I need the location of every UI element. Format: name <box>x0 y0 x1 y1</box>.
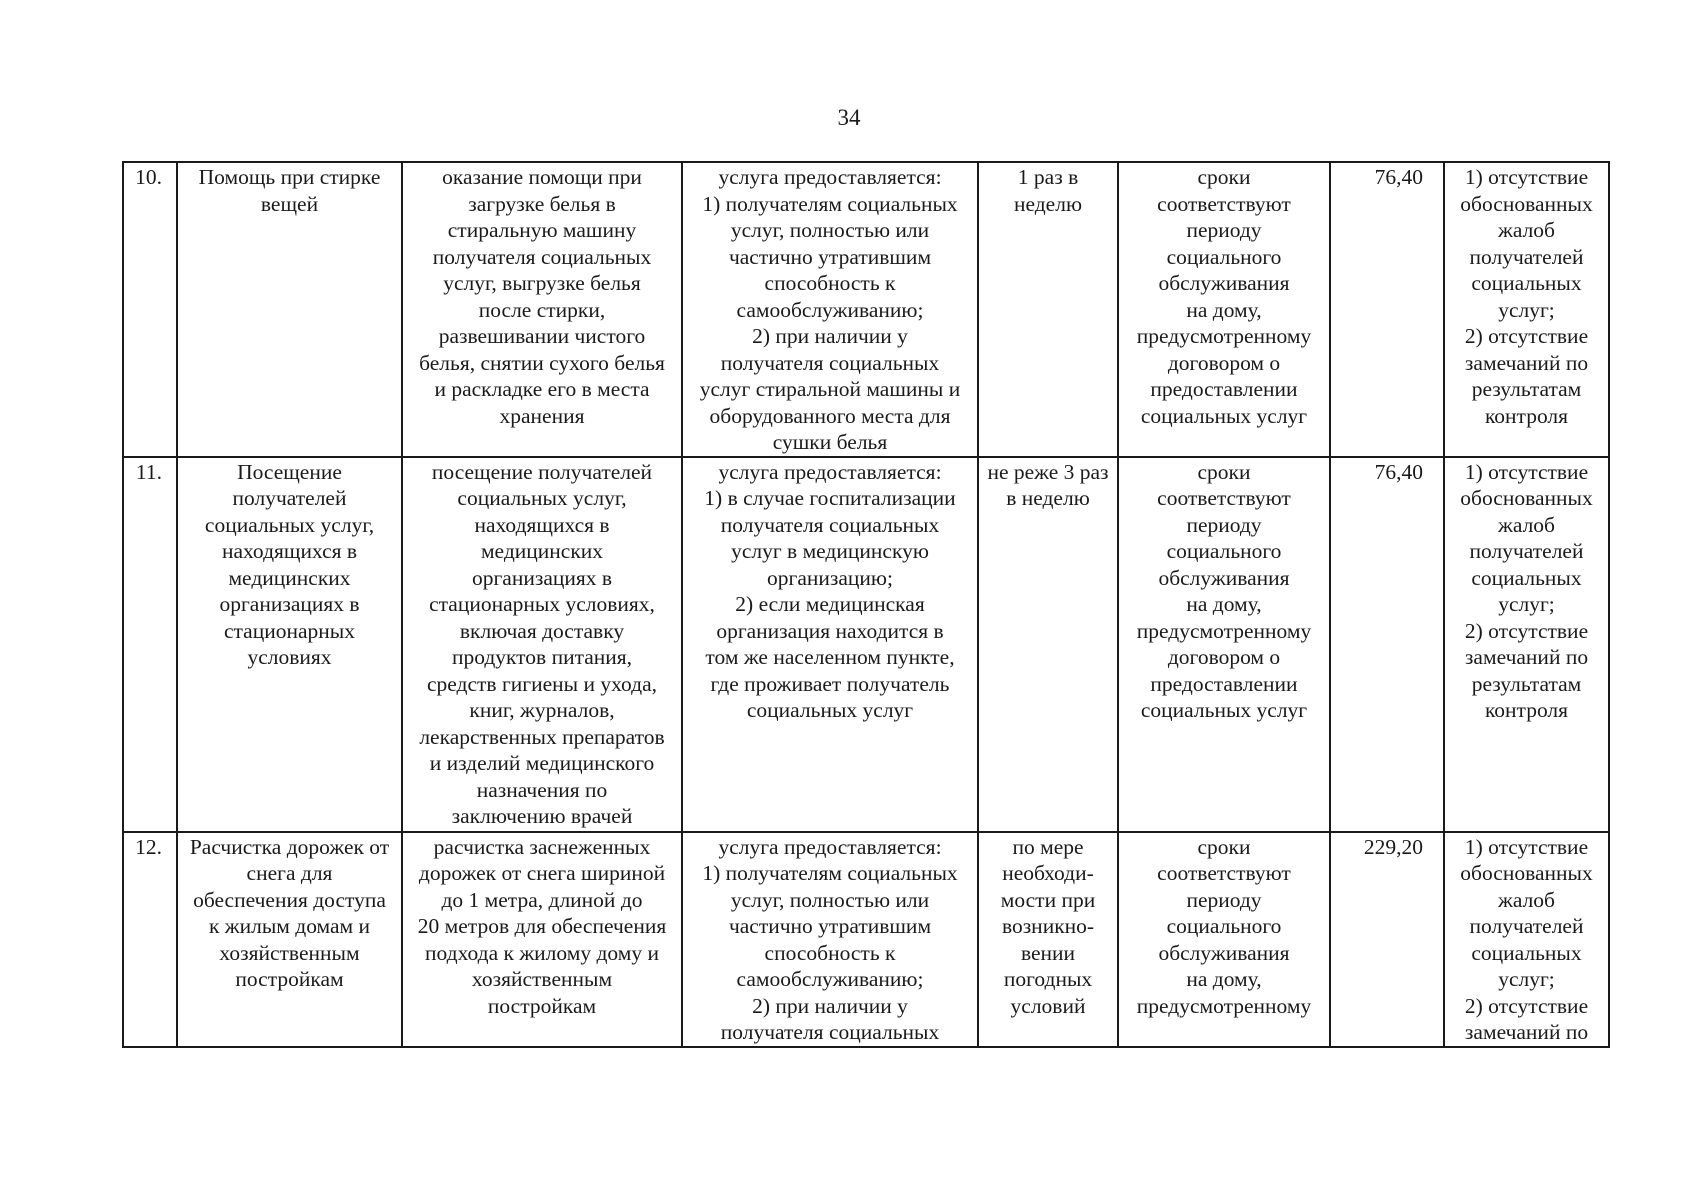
cell-text-line: жалоб <box>1497 512 1555 537</box>
service-quality-cell <box>1444 457 1609 832</box>
cell-text-line: предусмотренному <box>1136 993 1312 1018</box>
cell-text-line: обслуживания <box>1158 565 1290 590</box>
cell-text-line: организация находится в <box>716 618 944 643</box>
service-description-cell <box>402 162 682 457</box>
cell-text-line: способность к <box>764 940 896 965</box>
cell-text-line: в неделю <box>1006 486 1090 510</box>
cell-text-line: 20 метров для обеспечения <box>417 914 667 938</box>
cell-text-line: после стирки, <box>478 297 606 322</box>
cell-text-line: 2) отсутствие <box>1464 324 1589 348</box>
cell-text-line: мости при <box>1000 887 1096 912</box>
cell-text-line: снега для <box>246 861 333 885</box>
service-terms-cell <box>1118 162 1330 457</box>
cell-text-line: социальных <box>1471 565 1582 590</box>
services-table <box>122 161 1610 1048</box>
cell-text-line: 2) если медицинская <box>735 592 925 616</box>
cell-text-line: 1) отсутствие <box>1464 459 1589 484</box>
cell-text-line: социальных <box>1471 271 1582 295</box>
cell-text-line: обоснованных <box>1460 861 1593 885</box>
cell-text-line: вении <box>1020 940 1076 965</box>
row-number-cell: 10. <box>123 162 177 457</box>
service-name-cell <box>177 162 402 457</box>
cell-text-line: медицинских <box>480 539 604 563</box>
cell-text-line: замечаний по <box>1464 645 1589 669</box>
cell-text-line: обоснованных <box>1460 486 1593 510</box>
cell-text-line: на дому, <box>1186 967 1262 991</box>
cell-text-line: получателей <box>1469 914 1584 938</box>
cell-text-line: средств гигиены и ухода, <box>426 671 658 696</box>
cell-text-line: книг, журналов, <box>469 698 615 722</box>
cell-text-line: соответствуют <box>1157 861 1291 885</box>
cell-text-line: самообслуживанию; <box>736 297 924 322</box>
cell-text-line: сроки <box>1197 834 1251 859</box>
cell-text-line: социального <box>1166 539 1282 563</box>
cell-text-line: 1) получателям социальных <box>702 861 958 885</box>
cell-text-line: сушки белья <box>772 430 888 454</box>
cell-text-line: социальных услуг, <box>457 486 627 510</box>
cell-text-line: дорожек от снега шириной <box>418 861 666 885</box>
cell-text-line: обслуживания <box>1158 271 1290 295</box>
service-quality-cell <box>1444 162 1609 457</box>
cell-text-line: жалоб <box>1497 218 1555 242</box>
cell-text-line: социального <box>1166 244 1282 269</box>
cell-text-line: организациях в <box>219 592 360 616</box>
service-quality-cell <box>1444 832 1609 1047</box>
cell-text-line: социальных услуг <box>1140 698 1308 722</box>
cell-text-line: находящихся в <box>474 512 610 537</box>
cell-text-line: периоду <box>1186 218 1262 242</box>
cell-text-line: неделю <box>1013 191 1083 216</box>
row-number-cell: 11. <box>123 457 177 832</box>
cell-text-line: лекарственных препаратов <box>419 724 665 749</box>
cell-text-line: услуг стиральной машины и <box>699 377 961 401</box>
cell-text-line: вещей <box>260 191 319 216</box>
cell-text-line: получателя социальных <box>720 1020 940 1044</box>
cell-text-line: контроля <box>1484 403 1569 428</box>
cell-text-line: периоду <box>1186 512 1262 537</box>
cell-text-line: контроля <box>1484 698 1569 722</box>
service-price-cell: 76,40 <box>1330 457 1444 832</box>
cell-text-line: договором о <box>1167 645 1281 669</box>
cell-text-line: том же населенном пункте, <box>705 645 955 669</box>
cell-text-line: частично утратившим <box>728 914 932 938</box>
cell-text-line: социальных услуг, <box>204 512 375 537</box>
cell-text-line: белья, снятии сухого белья <box>419 350 665 375</box>
cell-text-line: заключению врачей <box>451 804 633 828</box>
cell-text-line: социальных <box>1471 940 1582 965</box>
cell-text-line: 1) отсутствие <box>1464 834 1589 859</box>
cell-text-line: организацию; <box>767 565 893 590</box>
cell-text-line: 2) при наличии у <box>752 324 908 348</box>
cell-text-line: услуга предоставляется: <box>718 834 942 859</box>
service-terms-cell <box>1118 457 1330 832</box>
service-conditions-cell <box>682 832 978 1047</box>
service-price-cell: 229,20 <box>1330 832 1444 1047</box>
cell-text-line: подхода к жилому дому и <box>425 940 659 965</box>
cell-text-line: предусмотренному <box>1136 324 1312 348</box>
cell-text-line: обслуживания <box>1158 940 1290 965</box>
cell-text-line: предусмотренному <box>1136 618 1312 643</box>
cell-text-line: стационарных условиях, <box>429 592 655 616</box>
cell-text-line: социальных услуг <box>1140 403 1308 428</box>
cell-text-line: услуг, выгрузке белья <box>443 271 641 295</box>
cell-text-line: постройкам <box>235 967 344 991</box>
cell-text-line: соответствуют <box>1157 486 1291 510</box>
cell-text-line: получателя социальных <box>720 350 940 375</box>
cell-text-line: 1) в случае госпитализации <box>704 486 956 510</box>
cell-text-line: сроки <box>1197 459 1251 484</box>
service-conditions-cell <box>682 457 978 832</box>
cell-text-line: обеспечения доступа <box>193 887 386 912</box>
service-frequency-cell <box>978 457 1118 832</box>
service-price-cell: 76,40 <box>1330 162 1444 457</box>
cell-text-line: условий <box>1010 993 1086 1018</box>
cell-text-line: возникно- <box>1001 914 1095 938</box>
cell-text-line: на дому, <box>1186 297 1262 322</box>
cell-text-line: периоду <box>1186 887 1262 912</box>
cell-text-line: результатам <box>1471 377 1582 401</box>
cell-text-line: услуга предоставляется: <box>718 459 942 484</box>
service-frequency-cell <box>978 162 1118 457</box>
cell-text-line: посещение получателей <box>431 459 653 484</box>
cell-text-line: 2) отсутствие <box>1464 618 1589 643</box>
cell-text-line: Посещение <box>237 459 342 484</box>
cell-text-line: замечаний по <box>1464 1020 1589 1044</box>
cell-text-line: получателя социальных <box>432 244 652 269</box>
cell-text-line: получателей <box>1469 244 1584 269</box>
cell-text-line: стационарных <box>223 618 355 643</box>
cell-text-line: 1) отсутствие <box>1464 165 1589 189</box>
service-conditions-cell <box>682 162 978 457</box>
cell-text-line: услуг, полностью или <box>730 218 930 242</box>
cell-text-line: 1) получателям социальных <box>702 191 958 216</box>
cell-text-line: и изделий медицинского <box>429 751 655 775</box>
cell-text-line: 2) отсутствие <box>1464 993 1589 1018</box>
cell-text-line: хозяйственным <box>471 967 613 991</box>
cell-text-line: услуг; <box>1498 967 1555 991</box>
service-name-cell <box>177 457 402 832</box>
cell-text-line: жалоб <box>1497 887 1555 912</box>
cell-text-line: частично утратившим <box>728 244 932 269</box>
cell-text-line: условиях <box>247 645 332 669</box>
table-row <box>123 457 1609 832</box>
cell-text-line: Помощь при стирке <box>198 165 381 189</box>
cell-text-line: предоставлении <box>1150 377 1298 401</box>
table-row <box>123 832 1609 1047</box>
cell-text-line: сроки <box>1197 165 1251 189</box>
table-row <box>123 162 1609 457</box>
cell-text-line: услуг; <box>1498 592 1555 616</box>
cell-text-line: необходи- <box>1002 861 1094 885</box>
cell-text-line: до 1 метра, длиной до <box>441 887 643 912</box>
cell-text-line: услуга предоставляется: <box>718 165 942 189</box>
cell-text-line: медицинских <box>228 565 351 590</box>
cell-text-line: на дому, <box>1186 592 1262 616</box>
cell-text-line: загрузке белья в <box>468 191 616 216</box>
cell-text-line: способность к <box>764 271 896 295</box>
cell-text-line: где проживает получатель <box>710 671 950 696</box>
cell-text-line: расчистка заснеженных <box>433 834 651 859</box>
service-name-cell <box>177 832 402 1047</box>
cell-text-line: находящихся в <box>221 539 358 563</box>
cell-text-line: услуг; <box>1498 297 1555 322</box>
cell-text-line: 2) при наличии у <box>752 993 908 1018</box>
cell-text-line: 1 раз в <box>1017 165 1079 189</box>
cell-text-line: социальных услуг <box>746 698 914 722</box>
cell-text-line: результатам <box>1471 671 1582 696</box>
cell-text-line: предоставлении <box>1150 671 1298 696</box>
cell-text-line: самообслуживанию; <box>736 967 924 991</box>
cell-text-line: оборудованного места для <box>709 403 951 428</box>
cell-text-line: оказание помощи при <box>442 165 642 189</box>
cell-text-line: услуг, полностью или <box>730 887 930 912</box>
cell-text-line: обоснованных <box>1460 191 1593 216</box>
cell-text-line: постройкам <box>487 993 597 1018</box>
cell-text-line: социального <box>1166 914 1282 938</box>
cell-text-line: договором о <box>1167 350 1281 375</box>
cell-text-line: по мере <box>1012 834 1084 859</box>
cell-text-line: организациях в <box>471 565 613 590</box>
cell-text-line: и раскладке его в места <box>434 377 650 401</box>
row-number-cell: 12. <box>123 832 177 1047</box>
page-number: 34 <box>837 105 861 130</box>
cell-text-line: соответствуют <box>1157 191 1291 216</box>
cell-text-line: назначения по <box>476 777 608 802</box>
cell-text-line: замечаний по <box>1464 350 1589 375</box>
service-description-cell <box>402 832 682 1047</box>
cell-text-line: не реже 3 раз <box>987 459 1109 484</box>
cell-text-line: получателей <box>1469 539 1584 563</box>
service-frequency-cell <box>978 832 1118 1047</box>
cell-text-line: включая доставку <box>459 618 625 643</box>
cell-text-line: стиральную машину <box>447 218 637 242</box>
cell-text-line: продуктов питания, <box>451 645 633 669</box>
cell-text-line: развешивании чистого <box>438 324 646 348</box>
service-terms-cell <box>1118 832 1330 1047</box>
cell-text-line: к жилым домам и <box>208 914 371 938</box>
cell-text-line: хозяйственным <box>219 940 360 965</box>
cell-text-line: услуг в медицинскую <box>731 539 929 563</box>
cell-text-line: погодных <box>1003 967 1093 991</box>
service-description-cell <box>402 457 682 832</box>
cell-text-line: получателя социальных <box>720 512 940 537</box>
cell-text-line: хранения <box>499 403 585 428</box>
cell-text-line: Расчистка дорожек от <box>189 834 390 859</box>
cell-text-line: получателей <box>232 486 347 510</box>
